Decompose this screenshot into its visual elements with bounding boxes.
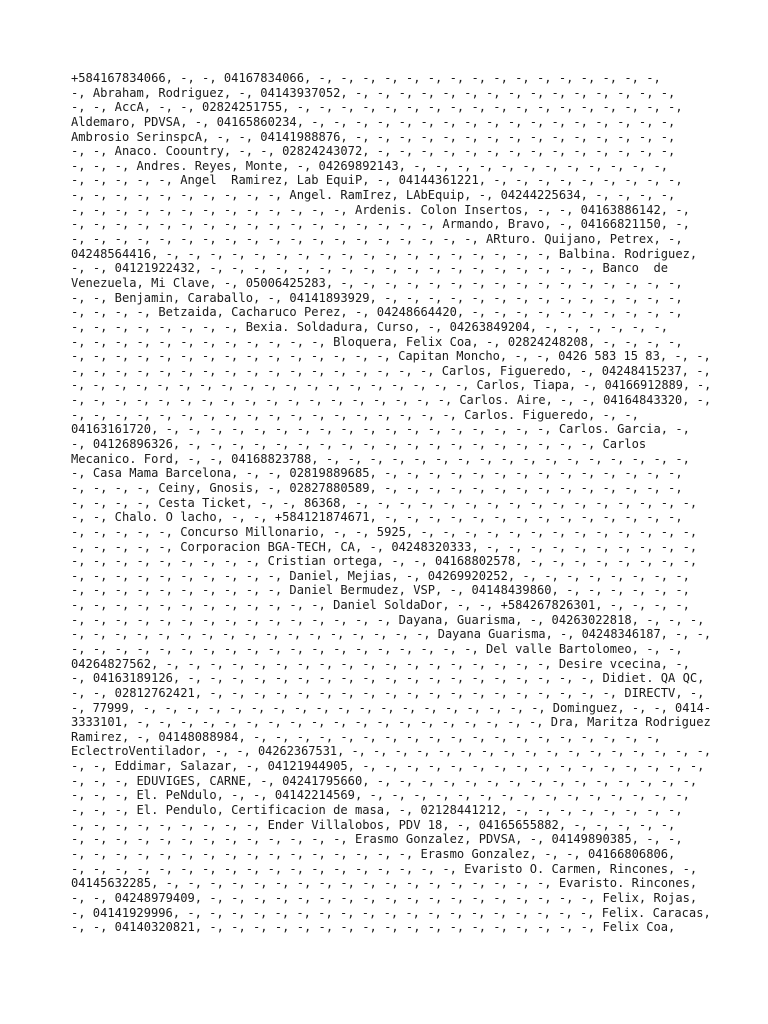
text-line: -, -, Eddimar, Salazar, -, 04121944905, -, -, -, -, -, -, -, -, -, -, -, -, -, -, -, -, <box>71 759 705 774</box>
text-line: -, Casa Mama Barcelona, -, -, 02819889685, -, -, -, -, -, -, -, -, -, -, -, -, -, -, <box>71 466 683 481</box>
text-line: 04248564416, -, -, -, -, -, -, -, -, -, -, -, -, -, -, -, -, -, -, Balbina. Rodriguez, <box>71 246 698 261</box>
text-line: -, -, -, -, Cesta Ticket, -, -, 86368, -, -, -, -, -, -, -, -, -, -, -, -, -, -, -, -, <box>71 495 698 510</box>
text-line: -, -, -, -, -, Corporacion BGA-TECH, CA, -, 04248320333, -, -, -, -, -, -, -, -, -, -, <box>71 539 698 554</box>
document-body <box>71 71 711 935</box>
text-line: Aldemaro, PDVSA, -, 04165860234, -, -, -, -, -, -, -, -, -, -, -, -, -, -, -, -, -, <box>71 114 676 129</box>
text-line: -, -, 04121922432, -, -, -, -, -, -, -, -, -, -, -, -, -, -, -, -, -, -, Banco de <box>71 261 669 276</box>
text-line: -, -, -, -, -, -, -, -, -, -, Daniel, Mejias, -, 04269920252, -, -, -, -, -, -, -, -, <box>71 568 690 583</box>
text-line: -, -, Benjamin, Caraballo, -, 04141893929, -, -, -, -, -, -, -, -, -, -, -, -, -, -, <box>71 290 683 305</box>
text-line: -, -, -, -, -, -, -, -, -, -, -, -, -, -, -, -, -, Carlos, Figueredo, -, 04248415237, -, <box>71 363 711 378</box>
text-line: -, -, -, -, -, -, -, -, -, -, -, -, -, Ardenis. Colon Insertos, -, -, 04163886142, -, <box>71 202 690 217</box>
text-line: -, Abraham, Rodriguez, -, 04143937052, -, -, -, -, -, -, -, -, -, -, -, -, -, -, -, <box>71 85 676 100</box>
text-line: -, -, -, El. PeNdulo, -, -, 04142214569, -, -, -, -, -, -, -, -, -, -, -, -, -, -, -, <box>71 788 690 803</box>
text-line: -, -, -, -, -, -, -, -, -, -, -, -, -, -, -, Dayana, Guarisma, -, 04263022818, -, -, -, <box>71 612 705 627</box>
text-line: -, -, -, -, -, -, -, -, -, Ender Villalobos, PDV 18, -, 04165655882, -, -, -, -, -, <box>71 817 676 832</box>
text-line: 04264827562, -, -, -, -, -, -, -, -, -, -, -, -, -, -, -, -, -, -, Desire vcecina, -, <box>71 656 690 671</box>
text-line: -, -, -, -, -, -, -, -, -, -, -, -, Daniel SoldaDor, -, -, +584267826301, -, -, -, -, <box>71 598 690 613</box>
text-line: -, -, -, -, -, -, -, -, -, -, -, -, -, -, -, -, -, -, -, Del valle Bartolomeo, -, -, <box>71 641 683 656</box>
text-line: -, -, -, -, -, -, -, -, -, -, -, -, -, -, -, -, -, -, -, Carlos, Tiapa, -, 04166912889, -, <box>71 378 712 393</box>
text-line: -, -, -, -, -, -, -, -, -, -, -, -, -, -, -, -, Erasmo Gonzalez, -, -, 04166806806, <box>71 846 676 861</box>
text-line: -, -, -, -, -, -, -, -, -, -, -, -, -, -, -, -, -, Armando, Bravo, -, 04166821150, -, <box>71 217 690 232</box>
text-line: -, -, -, -, -, -, -, -, -, -, -, -, -, -, -, -, -, -, Carlos. Figueredo, -, -, <box>71 407 639 422</box>
text-line: -, -, 02812762421, -, -, -, -, -, -, -, -, -, -, -, -, -, -, -, -, -, -, -, DIRECTV, -, <box>71 685 705 700</box>
text-line: -, -, -, -, -, -, -, -, -, -, Daniel Bermudez, VSP, -, 04148439860, -, -, -, -, -, -, <box>71 583 690 598</box>
text-line: -, -, -, -, -, -, -, -, -, -, -, -, -, Erasmo Gonzalez, PDVSA, -, 04149890385, -, -, <box>71 832 683 847</box>
text-line: -, -, -, -, -, -, -, -, Bexia. Soldadura, Curso, -, 04263849204, -, -, -, -, -, -, <box>71 319 669 334</box>
text-line: +584167834066, -, -, 04167834066, -, -, -, -, -, -, -, -, -, -, -, -, -, -, -, -, <box>71 71 661 85</box>
text-line: -, -, -, Andres. Reyes, Monte, -, 04269892143, -, -, -, -, -, -, -, -, -, -, -, -, <box>71 158 669 173</box>
text-line: -, 04126896326, -, -, -, -, -, -, -, -, -, -, -, -, -, -, -, -, -, -, -, Carlos <box>71 437 647 452</box>
text-line: -, -, -, -, -, -, -, -, -, -, Angel. RamIrez, LAbEquip, -, 04244225634, -, -, -, -, <box>71 188 676 203</box>
text-line: -, -, -, -, -, Concurso Millonario, -, -, 5925, -, -, -, -, -, -, -, -, -, -, -, -, -, <box>71 524 698 539</box>
text-line: -, -, 04248979409, -, -, -, -, -, -, -, -, -, -, -, -, -, -, -, -, -, -, Felix, Rojas, <box>71 890 698 905</box>
text-line: Ramirez, -, 04148088984, -, -, -, -, -, -, -, -, -, -, -, -, -, -, -, -, -, -, -, <box>71 729 661 744</box>
text-line: -, -, -, -, Ceiny, Gnosis, -, 02827880589, -, -, -, -, -, -, -, -, -, -, -, -, -, -, <box>71 480 683 495</box>
text-line: -, -, -, El. Pendulo, Certificacion de masa, -, 02128441212, -, -, -, -, -, -, -, -, <box>71 803 683 818</box>
text-line: -, -, 04140320821, -, -, -, -, -, -, -, -, -, -, -, -, -, -, -, -, -, -, Felix Coa, <box>71 920 676 935</box>
text-line: 3333101, -, -, -, -, -, -, -, -, -, -, -, -, -, -, -, -, -, -, -, Dra, Maritza Rodriguez <box>71 715 711 730</box>
text-line: -, -, AccA, -, -, 02824251755, -, -, -, -, -, -, -, -, -, -, -, -, -, -, -, -, -, -, <box>71 100 683 115</box>
text-line: EclectroVentilador, -, -, 04262367531, -, -, -, -, -, -, -, -, -, -, -, -, -, -, -, -, -, <box>71 744 712 759</box>
text-line: Ambrosio SerinspcA, -, -, 04141988876, -, -, -, -, -, -, -, -, -, -, -, -, -, -, -, <box>71 129 676 144</box>
text-line: -, -, -, -, -, -, -, -, -, -, -, -, -, -, -, Capitan Moncho, -, -, 0426 583 15 83, -, -, <box>71 349 711 364</box>
text-line: -, -, -, EDUVIGES, CARNE, -, 04241795660, -, -, -, -, -, -, -, -, -, -, -, -, -, -, -, <box>71 773 698 788</box>
text-line: -, 04163189126, -, -, -, -, -, -, -, -, -, -, -, -, -, -, -, -, -, -, -, Didiet. QA QC, <box>71 671 705 686</box>
text-line: -, 77999, -, -, -, -, -, -, -, -, -, -, -, -, -, -, -, -, -, -, -, Dominguez, -, -, 0414- <box>71 700 712 715</box>
text-line: 04145632285, -, -, -, -, -, -, -, -, -, -, -, -, -, -, -, -, -, -, Evaristo. Rincones, <box>71 876 698 891</box>
text-line: -, -, -, -, -, -, -, -, -, -, -, -, -, -, -, -, -, -, -, ARturo. Quijano, Petrex, -, <box>71 232 683 247</box>
text-line: -, -, Chalo. O lacho, -, -, +584121874671, -, -, -, -, -, -, -, -, -, -, -, -, -, -, <box>71 510 683 525</box>
text-line: -, -, -, -, -, Angel Ramirez, Lab EquiP, -, 04144361221, -, -, -, -, -, -, -, -, -, <box>71 173 683 188</box>
text-line: -, -, Anaco. Coountry, -, -, 02824243072, -, -, -, -, -, -, -, -, -, -, -, -, -, -, <box>71 144 676 159</box>
text-line: -, -, -, -, Betzaida, Cacharuco Perez, -, 04248664420, -, -, -, -, -, -, -, -, -, -, <box>71 305 683 320</box>
text-line: Mecanico. Ford, -, -, 04168823788, -, -, -, -, -, -, -, -, -, -, -, -, -, -, -, -, -, <box>71 451 690 466</box>
text-line: -, -, -, -, -, -, -, -, -, -, -, -, -, -, -, -, -, -, Carlos. Aire, -, -, 04164843320, -, <box>71 393 712 408</box>
text-line: -, -, -, -, -, -, -, -, -, -, -, -, -, -, -, -, -, -, Evaristo O. Carmen, Rincones, -, <box>71 861 698 876</box>
text-line: -, 04141929996, -, -, -, -, -, -, -, -, -, -, -, -, -, -, -, -, -, -, -, Felix. Caracas, <box>71 905 711 920</box>
text-line: -, -, -, -, -, -, -, -, -, Cristian ortega, -, -, 04168802578, -, -, -, -, -, -, -, -, <box>71 554 698 569</box>
text-line: -, -, -, -, -, -, -, -, -, -, -, -, -, -, -, -, -, Dayana Guarisma, -, 04248346187, -, -, <box>71 627 712 642</box>
text-line: 04163161720, -, -, -, -, -, -, -, -, -, -, -, -, -, -, -, -, -, -, Carlos. Garcia, -, <box>71 422 690 437</box>
text-line: -, -, -, -, -, -, -, -, -, -, -, -, Bloquera, Felix Coa, -, 02824248208, -, -, -, -, <box>71 334 683 349</box>
text-line: Venezuela, Mi Clave, -, 05006425283, -, -, -, -, -, -, -, -, -, -, -, -, -, -, -, -, <box>71 275 683 290</box>
